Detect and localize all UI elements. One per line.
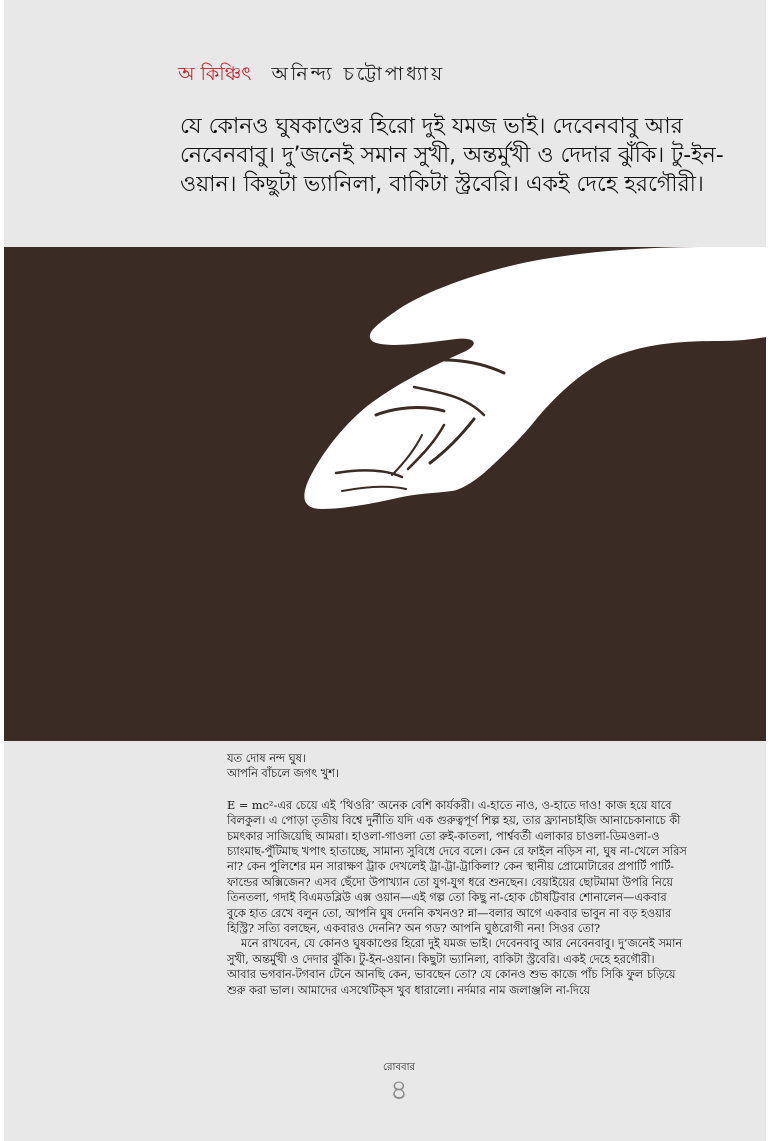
verse-line: যত দোষ নন্দ ঘুষ। bbox=[227, 752, 306, 765]
page-number: ৪ bbox=[389, 1073, 409, 1106]
author-name: অনিন্দ্য চট্টোপাধ্যায় bbox=[271, 63, 446, 85]
column-header bbox=[178, 60, 445, 92]
article-body bbox=[227, 751, 687, 998]
open-hand-illustration bbox=[4, 247, 766, 741]
verse-line: আপনি বাঁচলে জগৎ খুশ। bbox=[227, 767, 339, 781]
magazine-name: রোববার bbox=[383, 1062, 415, 1073]
body-paragraph: মনে রাখবেন, যে কোনও ঘুষকাণ্ডের হিরো দুই যমজ ভাই। দেবেনবাবু আর নেবেনবাবু। দু’জনেই সমান সুখী, অন্তর্মুখী ও দেদার ঝুঁকি। টু-ইন-ওয়ান। কিছুটা ভ্যানিলা, বাকিটা স্ট্রবেরি। একই দেহে হরগৌরী। আবার ভগবান-টগবান টেনে আনছি কেন, ভাবছেন তো? যে কোনও শুভ কাজে পাঁচ সিকি ফুল চড়িয়ে শুরু করা ভাল। আমাদের এসথেটিক্‌স খুব ধারালো। নর্দমার নাম জলাঞ্জলি না-দিয়ে bbox=[227, 937, 683, 997]
headline: যে কোনও ঘুষকাণ্ডের হিরো দুই যমজ ভাই। দেবেনবাবু আর নেবেনবাবু। দু’জনেই সমান সুখী, অন্তর্মুখী ও দেদার ঝুঁকি। টু-ইন-ওয়ান। কিছুটা ভ্যানিলা, বাকিটা স্ট্রবেরি। একই দেহে হরগৌরী। bbox=[180, 114, 724, 197]
page-footer bbox=[364, 1060, 434, 1106]
illustration-panel bbox=[4, 247, 766, 741]
body-paragraph: E = mc²-এর চেয়ে এই ‘থিওরি’ অনেক বেশি কার্যকরী। এ-হাতে নাও, ও-হাতে দাও! কাজ হয়ে যাবে বিলকুল। এ পোড়া তৃতীয় বিশ্বে দুর্নীতি যদি এক গুরুত্বপূর্ণ শিল্প হয়, তার ফ্র্যানচাইজি আনাচেকানাচে কী চমৎকার সাজিয়েছি আমরা। হাওলা-গাওলা তো রুই-কাতলা, পার্শ্ববর্তী এলাকার চাওলা-ডিমওলা-ও চ্যাংমাছ-পুঁটিমাছ খপাৎ হাতাচ্ছে, সামান্য সুবিধে দেবে বলে। কেন রে ফাইল নড়িস না, ঘুষ না-খেলে সরিস না? কেন পুলিশের মন সারাক্ষণ ট্রাক দেখলেই ট্রা-ট্রা-ট্রাকিলা? কেন স্থানীয় প্রোমোটারের প্রপার্টি পার্টি-ফান্ডের অক্সিজেন? এসব ছেঁদো উপাখ্যান তো যুগ-যুগ ধরে শুনছেন। বেয়াইয়ের ছোটমামা উপরি নিয়ে তিনতলা, গদাই বিএমডব্লিউ এক্স ওয়ান—এই গল্প তো কিছু না-হোক চৌষট্টিবার শোনালেন—একবার বুকে হাত রেখে বলুন তো, আপনি ঘুষ দেননি কখনও? ন্না—বলার আগে একবার ভাবুন না বড় হওয়ার হিস্ট্রি? সত্যি বলছেন, একবারও দেননি? অন গড? আপনি ঘুষ্ঠরোগী নন! সিওর তো? bbox=[227, 798, 687, 936]
column-title: অ কিঞ্চিৎ bbox=[178, 63, 252, 85]
